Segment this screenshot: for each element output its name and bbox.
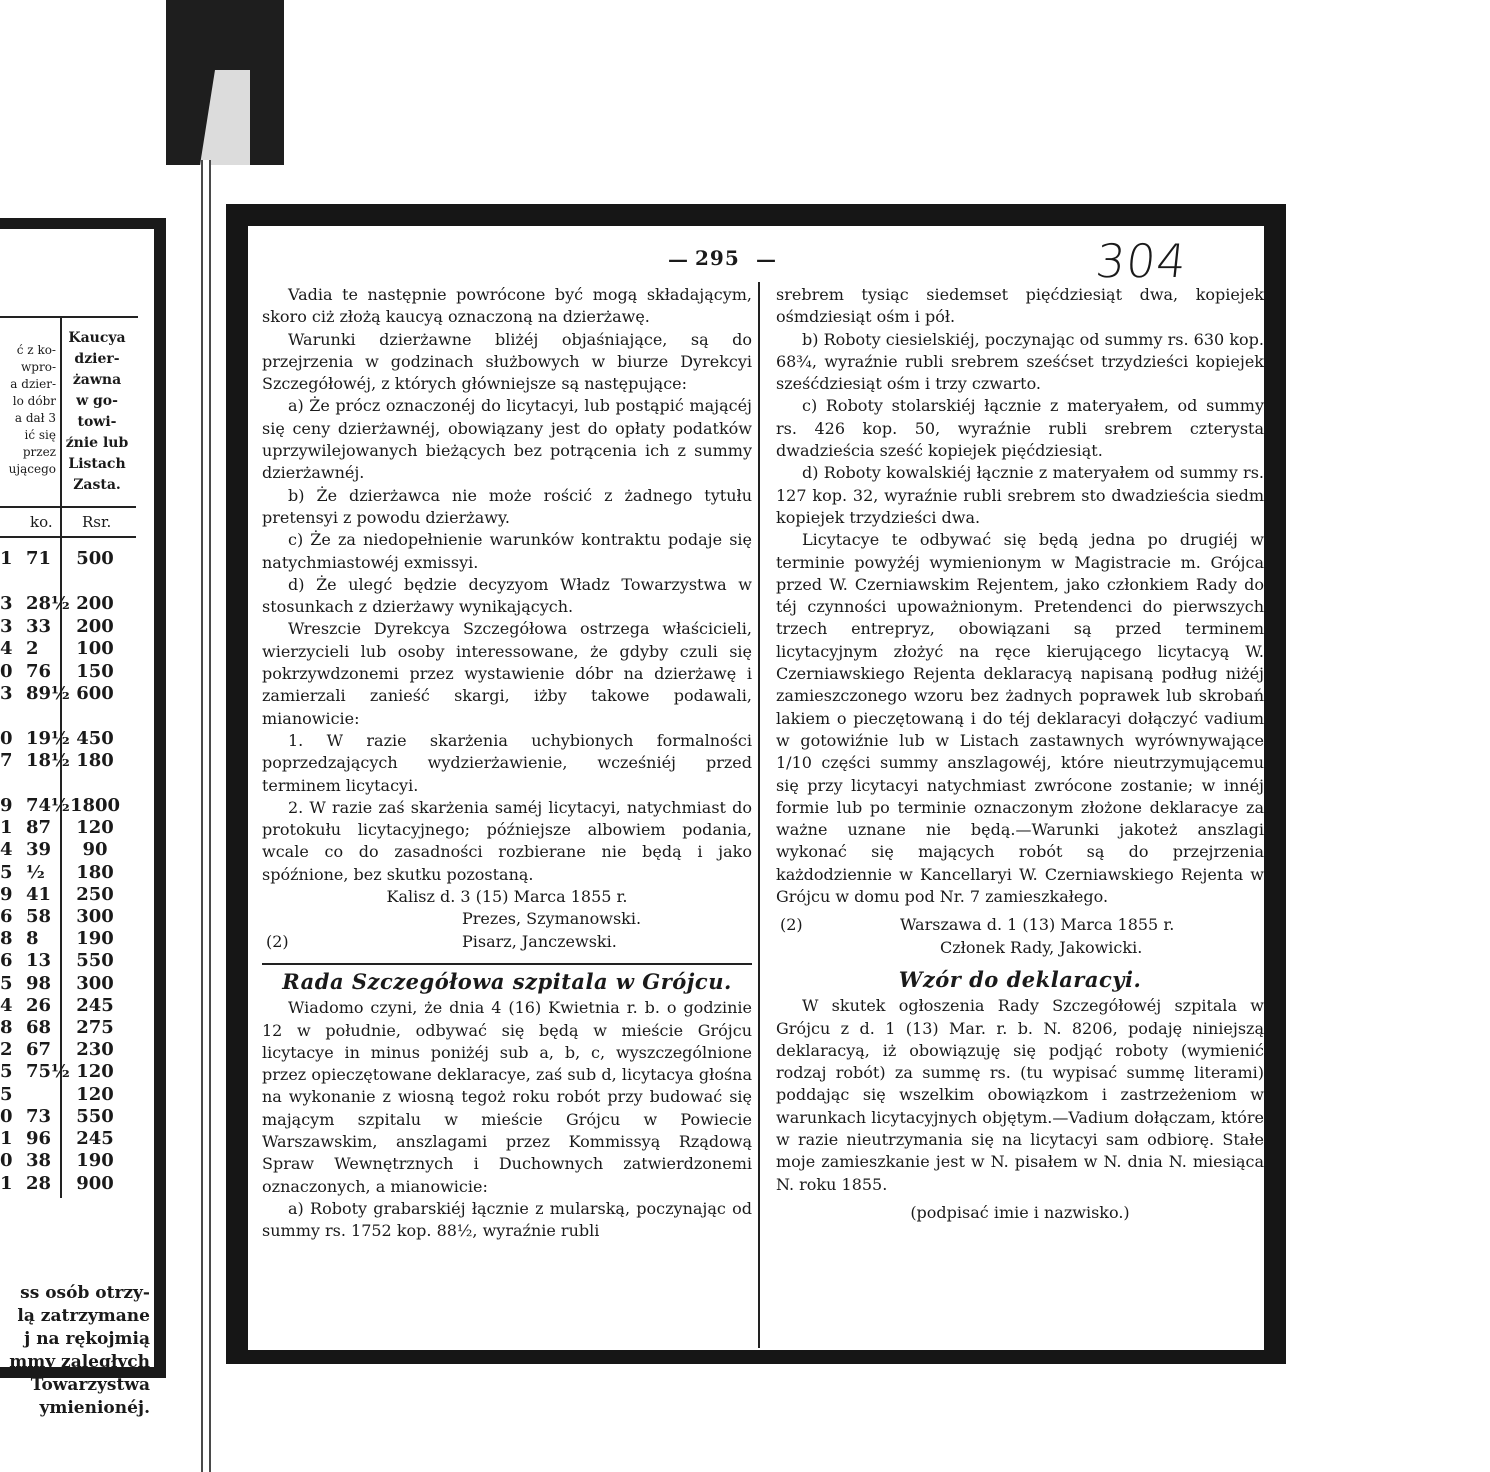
- table-cell: 13: [26, 950, 52, 971]
- table-cell: 200: [76, 616, 114, 637]
- column-divider: [758, 282, 760, 1348]
- table-cell: 90: [82, 839, 108, 860]
- table-cell: 5: [0, 973, 13, 994]
- table-cell: 28: [26, 1173, 52, 1194]
- paragraph: d) Roboty kowalskiéj łącznie z materyałem od summy rs. 127 kop. 32, wyraźnie rubli srebrem sto dwadzieścia siedm kopiejek trzydzieści dwa.: [776, 463, 1264, 527]
- table-cell: 5: [0, 1084, 13, 1105]
- table-cell: 6: [0, 906, 13, 927]
- paragraph: Wreszcie Dyrekcya Szczegółowa ostrzega właścicieli, wierzycieli lub osoby interessowane, że gdyby czuli się pokrzywdzonemi przez wystawienie dóbr na dzierżawę i zamierzali zanieść skargi, iżby takowe podawali, mianowicie:: [262, 619, 752, 728]
- table-cell: 89½: [26, 683, 70, 704]
- table-cell: 100: [76, 638, 114, 659]
- table-cell: 75½: [26, 1061, 70, 1082]
- table-row: [0, 995, 136, 1017]
- paragraph: srebrem tysiąc siedemset pięćdziesiąt dwa, kopiejek ośmdziesiąt ośm i pół.: [776, 285, 1264, 327]
- table-cell: 275: [76, 1017, 114, 1038]
- table-cell: 87: [26, 817, 52, 838]
- paragraph: a) Roboty grabarskiéj łącznie z mularską, poczynając od summy rs. 1752 kop. 88½, wyraźnie rubli: [262, 1198, 752, 1241]
- table-row: [0, 616, 136, 638]
- table-row: [0, 1084, 136, 1106]
- table-row: [0, 728, 136, 750]
- table-cell: 550: [76, 950, 114, 971]
- table-row: [0, 795, 136, 817]
- paragraph: a) Że prócz oznaczonéj do licytacyi, lub postąpić mającéj się ceny dzierżawnéj, obowiązany jest do opłaty podatków uprzywilejowanych bieżących bez potrącenia ich z summy dzierżawnéj.: [262, 396, 752, 483]
- table-cell: 76: [26, 661, 52, 682]
- table-cell: 33: [26, 616, 52, 637]
- table-row: [0, 548, 136, 570]
- table-cell: 120: [76, 1084, 114, 1105]
- signature-line: [776, 937, 1264, 959]
- signature-prezes: Prezes, Szymanowski.: [462, 909, 642, 929]
- paragraph: b) Roboty ciesielskiéj, poczynając od summy rs. 630 kop. 68¾, wyraźnie rubli srebrem sześćset trzydzieści kopiejek sześćdziesiąt ośm i trzy czwarto.: [776, 329, 1264, 394]
- previous-page-fragment: [0, 218, 168, 1378]
- table-row: [0, 1173, 136, 1195]
- table-row: [0, 750, 136, 772]
- table-cell: 9: [0, 795, 13, 816]
- table-row: [0, 1039, 136, 1061]
- handwritten-archive-number: 304: [1093, 234, 1190, 288]
- table-row: [0, 683, 136, 705]
- folio-dash-left: —: [668, 247, 688, 271]
- table-cell: 28½: [26, 593, 70, 614]
- table-row: [0, 839, 136, 861]
- table-cell: 190: [76, 1150, 114, 1171]
- table-cell: 180: [76, 750, 114, 771]
- signature-pisarz: Pisarz, Janczewski.: [462, 931, 617, 951]
- table-cell: 200: [76, 593, 114, 614]
- table-cell: 300: [76, 906, 114, 927]
- table-cell: 7: [0, 750, 13, 771]
- table-cell: 6: [0, 950, 13, 971]
- table-units-rule: [0, 536, 136, 538]
- table-cell: 3: [0, 683, 13, 704]
- date-line: [776, 914, 1264, 936]
- table-cell: 8: [0, 928, 13, 949]
- table-cell: 71: [26, 548, 52, 569]
- table-cell: 250: [76, 884, 114, 905]
- table-cell: 68: [26, 1017, 52, 1038]
- table-cell: 4: [0, 839, 13, 860]
- table-cell: 190: [76, 928, 114, 949]
- table-cell: 0: [0, 661, 13, 682]
- paragraph: Wiadomo czyni, że dnia 4 (16) Kwietnia r. b. o godzinie 12 w południe, odbywać się będą w mieście Grójcu licytacye in minus poniżéj sub a, b, c, wyszczególnione przez opieczętowane deklaracye, zaś sub d, licytacya głośna na wykonanie z wiosną tegoż roku robót przy budować się mającym szpitalu w mieście Grójcu w Powiecie Warszawskim, anszlagami przez Kommissyą Rządową Spraw Wewnętrznych i Duchownych zatwierdzonemi oznaczonych, a mianowicie:: [262, 998, 752, 1196]
- table-row: [0, 862, 136, 884]
- table-cell: 98: [26, 973, 52, 994]
- table-cell: 500: [76, 548, 114, 569]
- table-cell: 3: [0, 616, 13, 637]
- table-cell: 0: [0, 728, 13, 749]
- date-text: Warszawa d. 1 (13) Marca 1855 r.: [900, 915, 1175, 935]
- table-cell: 550: [76, 1106, 114, 1127]
- table-cell: 5: [0, 862, 13, 883]
- paragraph: b) Że dzierżawca nie może rościć z żadnego tytułu pretensyi z powodu dzierżawy.: [262, 485, 752, 527]
- table-cell: 300: [76, 973, 114, 994]
- table-cell: 96: [26, 1128, 52, 1149]
- table-cell: 9: [0, 884, 13, 905]
- paragraph: c) Że za niedopełnienie warunków kontraktu podaje się natychmiastowéj exmissyi.: [262, 530, 752, 572]
- insertion-count: (2): [266, 931, 289, 951]
- section-title: Rada Szczegółowa szpitala w Grójcu.: [282, 968, 732, 994]
- paragraph: d) Że ulegć będzie decyzyom Władz Towarzystwa w stosunkach z dzierżawy wynikających.: [262, 574, 752, 617]
- table-row: [0, 638, 136, 660]
- section-rule: [262, 963, 752, 965]
- table-cell: 38: [26, 1150, 52, 1171]
- table-cell: 39: [26, 839, 52, 860]
- insertion-count: (2): [780, 915, 803, 935]
- folio-dash-right: —: [756, 247, 776, 271]
- left-column: [262, 284, 752, 1242]
- signature-line: [262, 908, 752, 930]
- table-cell: 245: [76, 1128, 114, 1149]
- newspaper-page: [226, 204, 1286, 1364]
- table-cell: 4: [0, 638, 13, 659]
- page-gutter: [201, 160, 211, 1472]
- table-cell: 67: [26, 1039, 52, 1060]
- paragraph: Vadia te następnie powrócone być mogą składającym, skoro ciż złożą kaucyą oznaczoną na dzierżawę.: [262, 285, 752, 327]
- units-ko: ko.: [30, 513, 53, 531]
- table-row: [0, 817, 136, 839]
- table-cell: 120: [76, 1061, 114, 1082]
- table-row: [0, 1017, 136, 1039]
- table-cell: 19½: [26, 728, 70, 749]
- paragraph: Licytacye te odbywać się będą jedna po drugiéj w terminie powyżéj wymienionym w Magistracie m. Grójca przed W. Czerniawskim Rejentem, jako członkiem Rady do téj czynności upoważnionym. Pretendenci do pierwszych trzech entrepryz, obowiązani są przed terminem licytacyjnym złożyć na ręce kierującego licytacyą W. Czerniawskiego Rejenta deklaracyą napisaną podług niżéj zamieszczonego wzoru bez żadnych poprawek lub skrobań lakiem o pieczętowaną i do téj deklaracyi dołączyć vadium w gotowiźnie lub w Listach zastawnych wyrównywające 1/10 części summy anszlagowéj, które nieutrzymującemu się przy licytacyi natychmiast zwrócone zostanie; w innéj formie lub po terminie oznaczonym złożone deklaracye za ważne uznane nie będą.—Warunki jakoteż anszlagi wykonać się mających robót są do przejrzenia każdodziennie w Kancellaryi W. Czerniawskiego Rejenta w Grójcu w domu pod Nr. 7 zamieszkałego.: [776, 530, 1264, 907]
- table-row: [0, 928, 136, 950]
- paragraph: 1. W razie skarżenia uchybionych formalności poprzedzających wydzierżawienie, wcześniéj przed terminem licytacyi.: [262, 730, 752, 795]
- table-cell: 2: [0, 1039, 13, 1060]
- table-cell: 120: [76, 817, 114, 838]
- table-cell: ½: [26, 862, 45, 883]
- previous-page-footer-text: ss osób otrzy- lą zatrzymane j na rękojmią mmy zaległych Towarzystwa ymienionéj.: [9, 1283, 150, 1418]
- table-row: [0, 1128, 136, 1150]
- table-cell: 2: [26, 638, 39, 659]
- table-header-kaucya: Kaucya dzier- żawna w go- towi- źnie lub Listach Zasta.: [65, 330, 129, 493]
- table-cell: 58: [26, 906, 52, 927]
- table-cell: 0: [0, 1106, 13, 1127]
- signature-czlonek: Członek Rady, Jakowicki.: [940, 937, 1143, 957]
- signature-line: [262, 931, 752, 953]
- table-cell: 8: [26, 928, 39, 949]
- table-row: [0, 1106, 136, 1128]
- table-cell: 1: [0, 1128, 13, 1149]
- table-cell: 73: [26, 1106, 52, 1127]
- table-cell: 5: [0, 1061, 13, 1082]
- table-cell: 150: [76, 661, 114, 682]
- table-top-rule: [0, 316, 138, 318]
- table-cell: 4: [0, 995, 13, 1016]
- table-cell: 230: [76, 1039, 114, 1060]
- table-cell: 26: [26, 995, 52, 1016]
- table-cell: 600: [76, 683, 114, 704]
- paragraph: c) Roboty stolarskiéj łącznie z materyałem, od summy rs. 426 kop. 50, wyraźnie rubli srebrem czterysta dwadzieścia sześć kopiejek pięćdziesiąt.: [776, 396, 1264, 461]
- date-line: Kalisz d. 3 (15) Marca 1855 r.: [386, 887, 628, 907]
- table-cell: 450: [76, 728, 114, 749]
- units-rsr: Rsr.: [82, 513, 112, 531]
- table-cell: 900: [76, 1173, 114, 1194]
- table-cell: 74½: [26, 795, 70, 816]
- page-number: 295: [695, 246, 740, 270]
- paragraph: Warunki dzierżawne bliżéj objaśniające, są do przejrzenia w godzinach służbowych w biurze Dyrekcyi Szczegółowéj, z których główniejsze są następujące:: [262, 329, 752, 394]
- right-column: [776, 284, 1264, 1224]
- table-row: [0, 1061, 136, 1083]
- table-cell: 180: [76, 862, 114, 883]
- table-cell: 3: [0, 593, 13, 614]
- table-cell: 1: [0, 1173, 13, 1194]
- paragraph: 2. W razie zaś skarżenia saméj licytacyi, natychmiast do protokułu licytacyjnego; późniejsze albowiem podania, wcale co do zasadności rozbierane nie będą i jako spóźnione, bez skutku pozostaną.: [262, 797, 752, 884]
- table-cell: 41: [26, 884, 52, 905]
- table-cell: 1800: [69, 795, 121, 816]
- table-row: [0, 1150, 136, 1172]
- table-cell: 0: [0, 1150, 13, 1171]
- table-row: [0, 973, 136, 995]
- table-header-rule: [0, 506, 136, 508]
- section-title: Wzór do deklaracyi.: [898, 966, 1142, 992]
- table-cell: 245: [76, 995, 114, 1016]
- table-row: [0, 593, 136, 615]
- table-cell: 8: [0, 1017, 13, 1038]
- table-row: [0, 661, 136, 683]
- signature-instruction: (podpisać imie i nazwisko.): [910, 1202, 1130, 1222]
- table-row: [0, 950, 136, 972]
- table-header-left: ć z ko- wpro- a dzier- lo dóbr a dał 3 ić się przez ującego: [8, 343, 56, 476]
- table-cell: 1: [0, 548, 13, 569]
- table-cell: 18½: [26, 750, 70, 771]
- table-row: [0, 906, 136, 928]
- paragraph: W skutek ogłoszenia Rady Szczegółowéj szpitala w Grójcu z d. 1 (13) Mar. r. b. N. 8206, podaję niniejszą deklaracyą, iż obowiązuję się podjąć roboty (wymienić rodzaj robót) za summę rs. (tu wypisać summę literami) poddając się wszelkim obowiązkom i zastrzeżeniom w warunkach licytacyjnych objętym.—Vadium dołączam, które w razie nieutrzymania się na licytacyi sam odbiorę. Stałe moje zamieszkanie jest w N. pisałem w N. dnia N. miesiąca N. roku 1855.: [776, 996, 1264, 1194]
- table-row: [0, 884, 136, 906]
- table-cell: 1: [0, 817, 13, 838]
